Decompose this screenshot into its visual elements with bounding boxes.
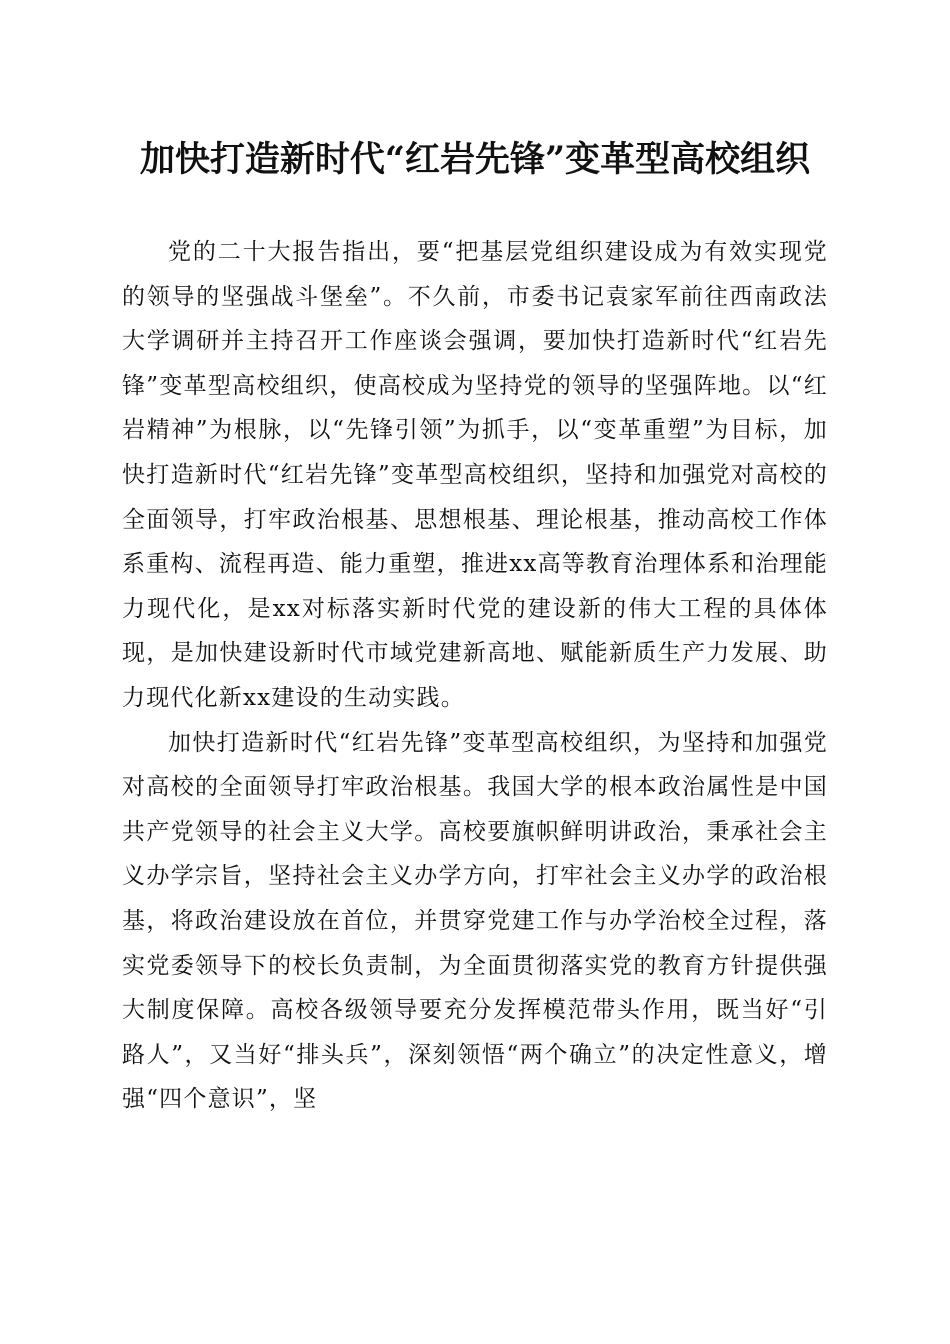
paragraph-2: 加快打造新时代“红岩先锋”变革型高校组织，为坚持和加强党对高校的全面领导打牢政治根基。我国大学的根本政治属性是中国共产党领导的社会主义大学。高校要旗帜鲜明讲政治，秉承社会主义办学宗旨，坚持社会主义办学方向，打牢社会主义办学的政治根基，将政治建设放在首位，并贯穿党建工作与办学治校全过程，落实党委领导下的校长负责制，为全面贯彻落实党的教育方针提供强大制度保障。高校各级领导要充分发挥模范带头作用，既当好“引路人”，又当好“排头兵”，深刻领悟“两个确立”的决定性意义，增强“四个意识”，坚 [122,729,828,1113]
paragraph-1: 党的二十大报告指出，要“把基层党组织建设成为有效实现党的领导的坚强战斗堡垒”。不久前，市委书记袁家军前往西南政法大学调研并主持召开工作座谈会强调，要加快打造新时代“红岩先锋”变革型高校组织，使高校成为坚持党的领导的坚强阵地。以“红岩精神”为根脉，以“先锋引领”为抓手，以“变革重塑”为目标，加快打造新时代“红岩先锋”变革型高校组织，坚持和加强党对高校的全面领导，打牢政治根基、思想根基、理论根基，推动高校工作体系重构、流程再造、能力重塑，推进xx高等教育治理体系和治理能力现代化，是xx对标落实新时代党的建设新的伟大工程的具体体现，是加快建设新时代市域党建新高地、赋能新质生产力发展、助力现代化新xx建设的生动实践。 [122,239,828,711]
document-body [122,230,828,1122]
document-title: 加快打造新时代“红岩先锋”变革型高校组织 [139,139,811,180]
